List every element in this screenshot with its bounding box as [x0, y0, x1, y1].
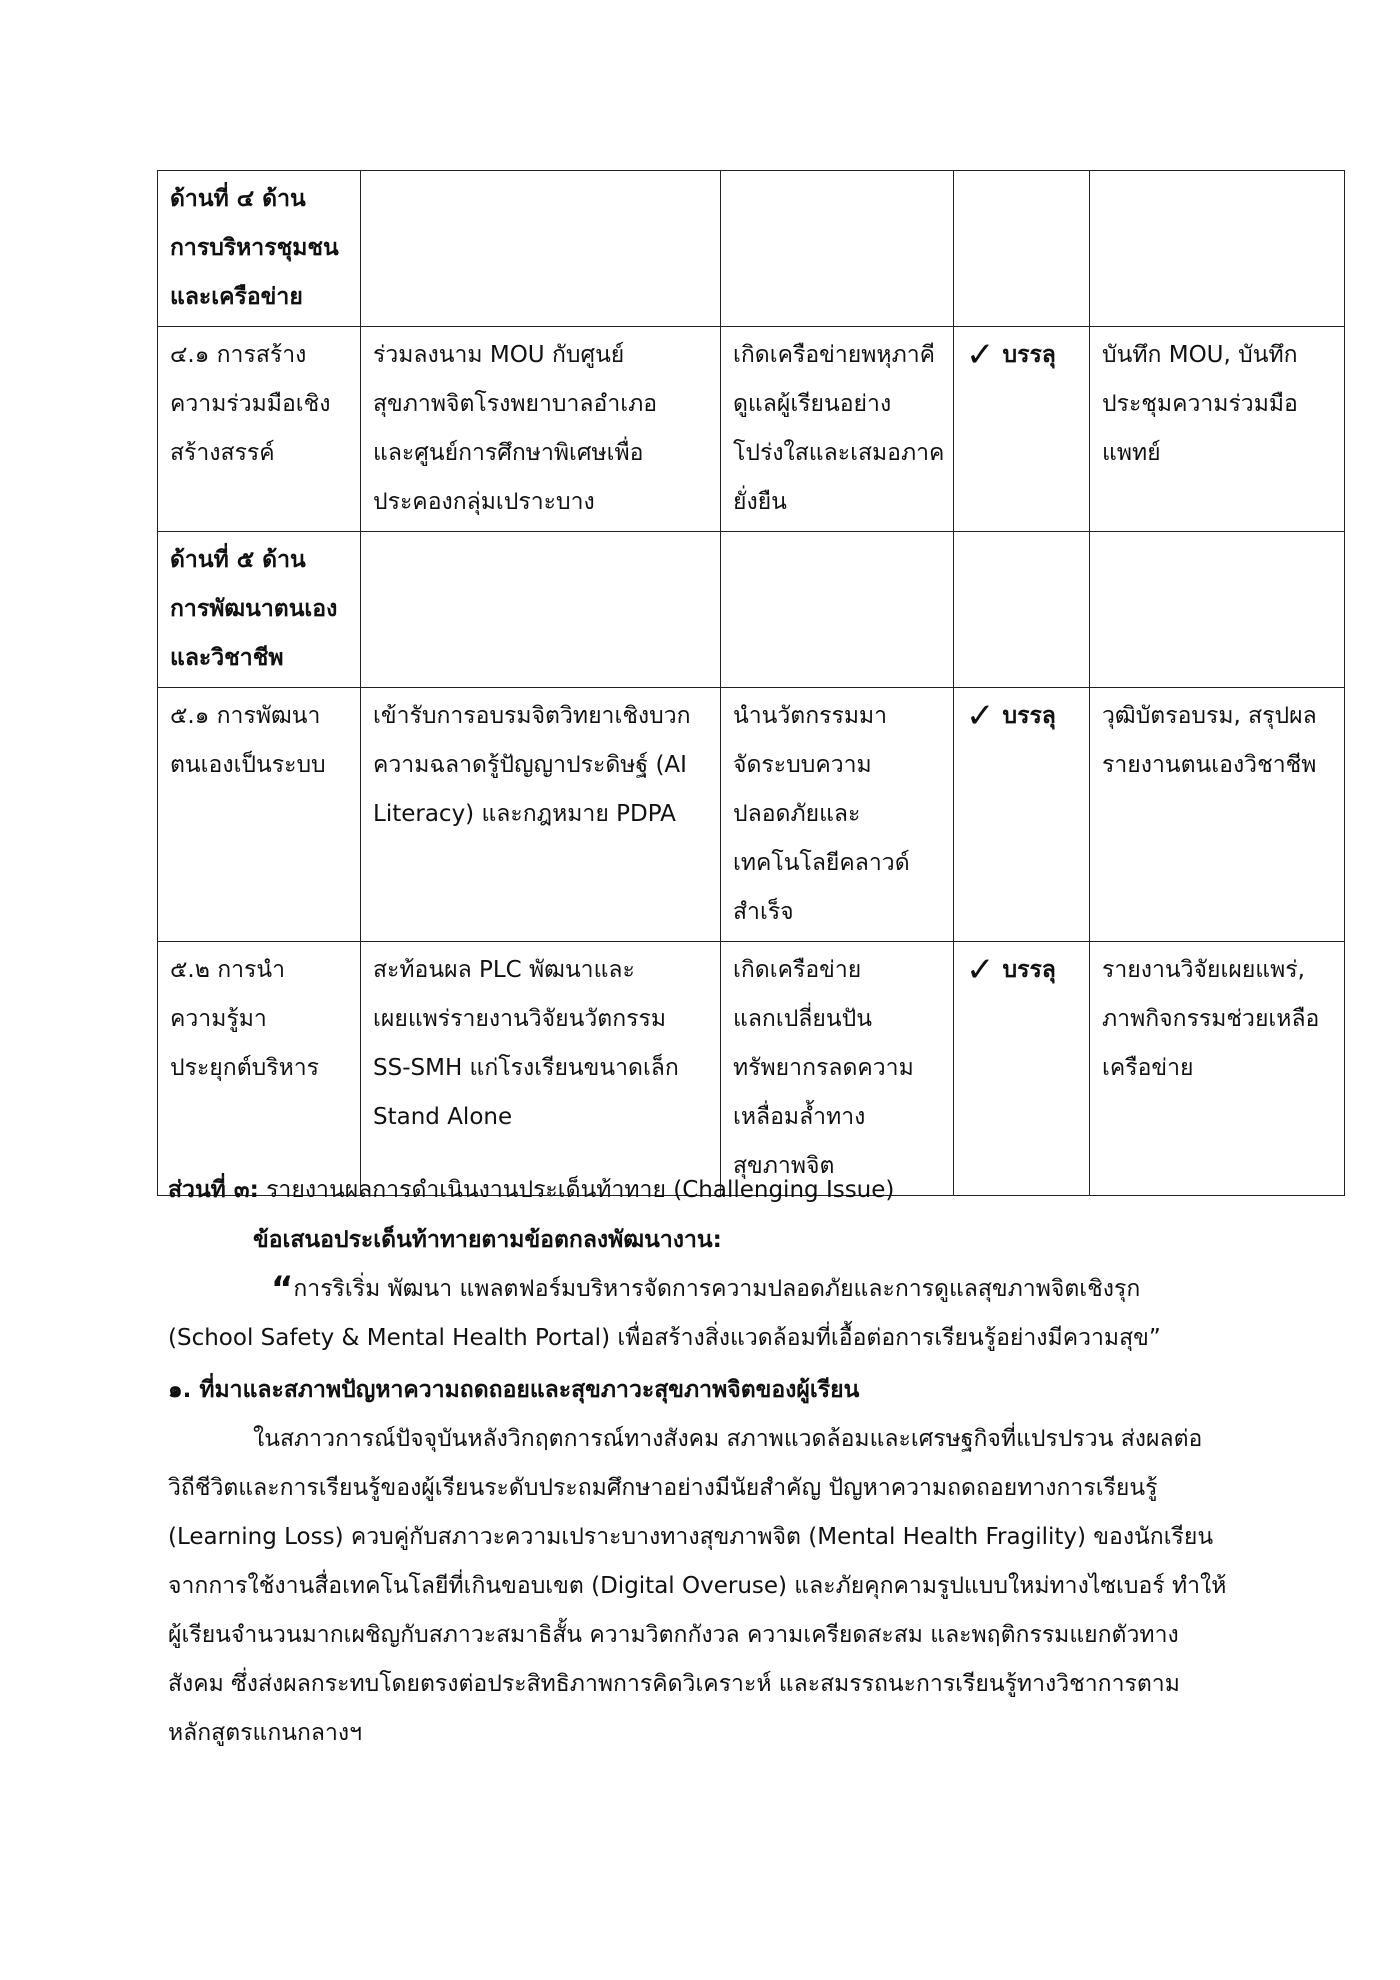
activity-cell [361, 942, 721, 1196]
proposal-quote-line [168, 1265, 1238, 1314]
topic-line: ตนเองเป็นระบบ [170, 752, 326, 778]
activity-line: SS-SMH แก่โรงเรียนขนาดเล็ก [373, 1055, 679, 1081]
activity-line: เข้ารับการอบรมจิตวิทยาเชิงบวก [373, 703, 691, 729]
empty-cell [954, 532, 1090, 688]
result-line: เกิดเครือข่าย [733, 957, 862, 983]
paragraph-line: สังคม ซึ่งส่งผลกระทบโดยตรงต่อประสิทธิภาพการคิดวิเคราะห์ และสมรรถนะการเรียนรู้ทางวิชาการตาม [168, 1671, 1180, 1697]
proposal-heading: ข้อเสนอประเด็นท้าทายตามข้อตกลงพัฒนางาน: [253, 1227, 722, 1253]
topic-cell [158, 327, 361, 532]
topic-line: ความร่วมมือเชิง [170, 391, 331, 417]
proposal-block [168, 1216, 1238, 1363]
result-line: ดูแลผู้เรียนอย่าง [733, 391, 892, 417]
topic-line: ประยุกต์บริหาร [170, 1055, 320, 1081]
empty-cell [361, 171, 721, 327]
section-title-line: และวิชาชีพ [170, 645, 284, 671]
section1-heading: ๑. ที่มาและสภาพปัญหาความถดถอยและสุขภาวะสุขภาพจิตของผู้เรียน [168, 1377, 860, 1403]
result-line: ทรัพยากรลดความ [733, 1055, 914, 1081]
empty-cell [721, 532, 954, 688]
empty-cell [721, 171, 954, 327]
result-cell [721, 688, 954, 942]
topic-line: สร้างสรรค์ [170, 440, 275, 466]
section1-block [168, 1366, 1238, 1758]
empty-cell [1090, 532, 1345, 688]
status-text: บรรลุ [1002, 703, 1056, 729]
activity-line: ประคองกลุ่มเปราะบาง [373, 489, 595, 515]
activity-line: และศูนย์การศึกษาพิเศษเพื่อ [373, 440, 644, 466]
result-line: ปลอดภัยและ [733, 801, 861, 827]
checkmark-icon: ✓ [966, 696, 995, 736]
evidence-line: รายงานวิจัยเผยแพร่, [1102, 957, 1305, 983]
result-line: แลกเปลี่ยนปัน [733, 1006, 872, 1032]
status-text: บรรลุ [1002, 957, 1056, 983]
topic-line: ๔.๑ การสร้าง [170, 342, 307, 368]
proposal-quote-text: การริเริ่ม พัฒนา แพลตฟอร์มบริหารจัดการความปลอดภัยและการดูแลสุขภาพจิตเชิงรุก [293, 1276, 1141, 1302]
status-cell [954, 688, 1090, 942]
paragraph-line: ในสภาวการณ์ปัจจุบันหลังวิกฤตการณ์ทางสังคม สภาพแวดล้อมและเศรษฐกิจที่แปรปรวน ส่งผลต่อ [253, 1426, 1203, 1452]
part3-label: ส่วนที่ ๓: [168, 1177, 259, 1203]
result-line: เทคโนโลยีคลาวด์ [733, 850, 910, 876]
table-row [158, 532, 1345, 688]
proposal-quote-line: (School Safety & Mental Health Portal) เพื่อสร้างสิ่งแวดล้อมที่เอื้อต่อการเรียนรู้อย่างมีความสุข” [168, 1325, 1161, 1351]
result-line: สำเร็จ [733, 899, 794, 925]
empty-cell [1090, 171, 1345, 327]
checkmark-icon: ✓ [966, 950, 995, 990]
topic-cell [158, 688, 361, 942]
paragraph-line: หลักสูตรแกนกลางฯ [168, 1720, 363, 1746]
result-line: เหลื่อมล้ำทาง [733, 1104, 866, 1130]
evidence-line: แพทย์ [1102, 440, 1161, 466]
topic-line: ๕.๒ การนำ [170, 957, 286, 983]
evidence-line: รายงานตนเองวิชาชีพ [1102, 752, 1317, 778]
evaluation-table [157, 170, 1345, 1196]
result-cell [721, 942, 954, 1196]
empty-cell [361, 532, 721, 688]
evidence-line: ประชุมความร่วมมือ [1102, 391, 1298, 417]
paragraph-line: วิถีชีวิตและการเรียนรู้ของผู้เรียนระดับประถมศึกษาอย่างมีนัยสำคัญ ปัญหาความถดถอยทางการเรียนรู้ [168, 1475, 1158, 1501]
evidence-line: ภาพกิจกรรมช่วยเหลือ [1102, 1006, 1320, 1032]
result-cell [721, 327, 954, 532]
status-cell [954, 327, 1090, 532]
section-title-line: การพัฒนาตนเอง [170, 596, 338, 622]
status-cell [954, 942, 1090, 1196]
activity-line: ความฉลาดรู้ปัญญาประดิษฐ์ (AI [373, 752, 687, 778]
section-title-cell [158, 171, 361, 327]
section-title-line: ด้านที่ ๔ ด้าน [170, 186, 306, 212]
result-line: จัดระบบความ [733, 752, 872, 778]
table-row [158, 171, 1345, 327]
result-line: เกิดเครือข่ายพหุภาคี [733, 342, 936, 368]
checkmark-icon: ✓ [966, 335, 995, 375]
activity-line: เผยแพร่รายงานวิจัยนวัตกรรม [373, 1006, 667, 1032]
activity-cell [361, 688, 721, 942]
paragraph-line: ผู้เรียนจำนวนมากเผชิญกับสภาวะสมาธิสั้น ความวิตกกังวล ความเครียดสะสม และพฤติกรรมแยกตัวทาง [168, 1622, 1179, 1648]
table-row [158, 327, 1345, 532]
section-title-cell [158, 532, 361, 688]
activity-line: สุขภาพจิตโรงพยาบาลอำเภอ [373, 391, 658, 417]
result-line: โปร่งใสและเสมอภาค [733, 440, 945, 466]
evidence-line: วุฒิบัตรอบรม, สรุปผล [1102, 703, 1317, 729]
section-title-line: ด้านที่ ๕ ด้าน [170, 547, 306, 573]
table-row [158, 688, 1345, 942]
evidence-cell [1090, 688, 1345, 942]
table-row [158, 942, 1345, 1196]
topic-line: ความรู้มา [170, 1006, 267, 1032]
activity-line: Literacy) และกฎหมาย PDPA [373, 801, 676, 827]
result-line: นำนวัตกรรมมา [733, 703, 888, 729]
evidence-cell [1090, 942, 1345, 1196]
open-quote-mark: “ [271, 1269, 294, 1309]
activity-line: Stand Alone [373, 1104, 513, 1130]
activity-line: ร่วมลงนาม MOU กับศูนย์ [373, 342, 625, 368]
status-text: บรรลุ [1002, 342, 1056, 368]
paragraph-line: (Learning Loss) ควบคู่กับสภาวะความเปราะบางทางสุขภาพจิต (Mental Health Fragility) ของนักเรียน [168, 1524, 1214, 1550]
section-title-line: และเครือข่าย [170, 284, 303, 310]
evidence-cell [1090, 327, 1345, 532]
part3-heading [168, 1166, 1238, 1215]
section-title-line: การบริหารชุมชน [170, 235, 339, 261]
topic-line: ๕.๑ การพัฒนา [170, 703, 321, 729]
activity-cell [361, 327, 721, 532]
topic-cell [158, 942, 361, 1196]
result-line: ยั่งยืน [733, 489, 787, 515]
evidence-line: เครือข่าย [1102, 1055, 1194, 1081]
evidence-line: บันทึก MOU, บันทึก [1102, 342, 1298, 368]
paragraph-line: จากการใช้งานสื่อเทคโนโลยีที่เกินขอบเขต (Digital Overuse) และภัยคุกคามรูปแบบใหม่ทางไซเบอร์ ทำให้ [168, 1573, 1227, 1599]
result-line: สุขภาพจิต [733, 1153, 835, 1179]
empty-cell [954, 171, 1090, 327]
activity-line: สะท้อนผล PLC พัฒนาและ [373, 957, 635, 983]
part3-title: รายงานผลการดำเนินงานประเด็นท้าทาย (Challenging Issue) [258, 1177, 895, 1203]
